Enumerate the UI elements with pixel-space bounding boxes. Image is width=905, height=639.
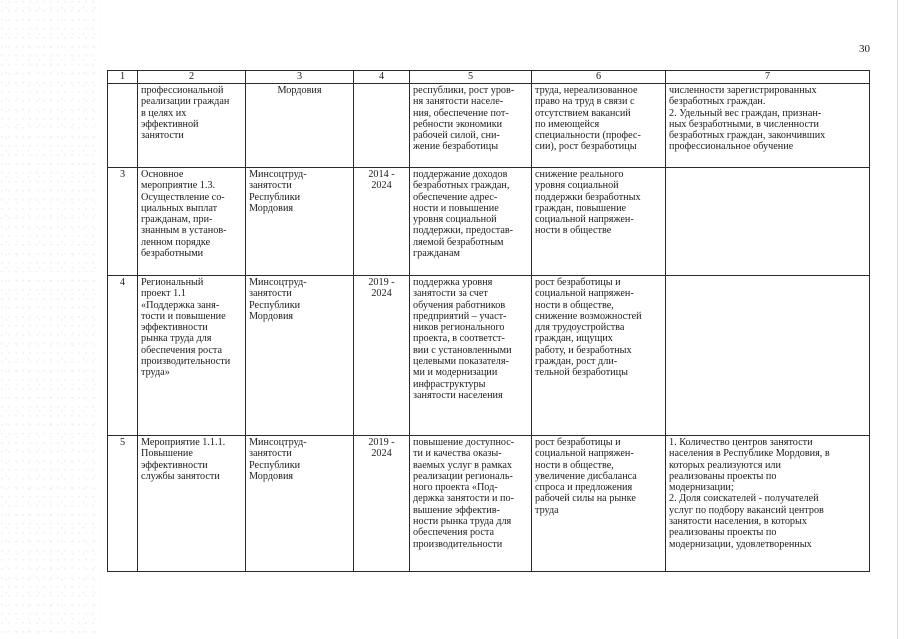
cell-text-line: эффективной — [141, 118, 199, 130]
cell-text-line: модернизации, удовлетворенных — [669, 538, 812, 550]
cell-text-line: ных безработными, в численности — [669, 118, 819, 130]
cell-text-line: право на труд в связи с — [535, 96, 635, 108]
table-row-continuation — [108, 84, 870, 168]
cell-text-line: ного проекта «Под- — [413, 482, 498, 494]
table-header-row — [108, 71, 870, 84]
cell-text-line: занятости населения — [413, 389, 503, 401]
cell-text-line: социальной напряжен- — [535, 288, 634, 300]
cell-text-line: реализации граждан — [141, 96, 230, 108]
cell-number — [108, 84, 138, 168]
cell-text-line: циальных выплат — [141, 202, 218, 214]
cell-text-line: которых реализуются или — [669, 459, 781, 471]
cell-text-line: знанным в установ- — [141, 225, 227, 237]
cell-text-line: численности зарегистрированных — [669, 85, 817, 96]
cell-text-line: поддержание доходов — [413, 169, 508, 180]
cell-text-line: «Поддержка заня- — [141, 299, 220, 311]
cell-expected-result — [410, 436, 532, 572]
scan-edge-line — [897, 0, 898, 639]
cell-activity — [138, 84, 246, 168]
cell-text-line: спроса и предложения — [535, 482, 633, 494]
table-row — [108, 276, 870, 436]
cell-text-line: увеличение дисбаланса — [535, 470, 637, 482]
cell-text-line: реализованы проекты по — [669, 527, 777, 539]
cell-consequences — [532, 276, 666, 436]
cell-text-line: безработных граждан, закончивших — [669, 130, 826, 142]
cell-text-line: обучения работников — [413, 299, 506, 311]
cell-period — [354, 436, 410, 572]
cell-text-line: тости и повышение — [141, 310, 226, 322]
cell-text-line: ности рынка труда для — [413, 516, 512, 528]
cell-text-line: Мордовия — [277, 85, 322, 96]
cell-text-line: безработных граждан, — [413, 180, 510, 192]
cell-text-line: обеспечения роста — [141, 344, 223, 356]
cell-text-line: производительности — [141, 356, 231, 368]
cell-indicators — [666, 84, 870, 168]
column-header: 6 — [532, 71, 666, 84]
cell-expected-result — [410, 168, 532, 276]
cell-number: 4 — [108, 276, 138, 436]
column-header: 2 — [138, 71, 246, 84]
cell-text-line: 2019 - — [368, 437, 395, 448]
table-row — [108, 168, 870, 276]
cell-text-line: службы занятости — [141, 470, 220, 482]
program-activities-table — [107, 70, 870, 572]
cell-text-line: занятости за счет — [413, 288, 488, 300]
cell-text-line: вии с установленными — [413, 344, 512, 356]
cell-text-line: 2. Доля соискателей - получателей — [669, 493, 819, 505]
cell-consequences — [532, 84, 666, 168]
cell-text-line: Повышение — [141, 448, 193, 460]
cell-text-line: мероприятие 1.3. — [141, 180, 216, 192]
cell-text-line: 2024 — [371, 448, 392, 460]
cell-text-line: 2019 - — [368, 277, 395, 288]
table-row — [108, 436, 870, 572]
cell-text-line: ности в обществе, — [535, 299, 614, 311]
column-header: 7 — [666, 71, 870, 84]
cell-text-line: 2024 — [371, 288, 392, 300]
cell-executor — [246, 276, 354, 436]
cell-text-line: социальной напряжен- — [535, 448, 634, 460]
cell-text-line: обеспечения роста — [413, 527, 495, 539]
cell-text-line: граждан, рост дли- — [535, 356, 618, 368]
column-header: 1 — [108, 71, 138, 84]
cell-text-line: ляемой безработным — [413, 236, 504, 248]
cell-text-line: инфраструктуры — [413, 378, 486, 390]
cell-text-line: рабочей силы на рынке — [535, 493, 636, 505]
cell-text-line: повышение доступнос- — [413, 437, 515, 448]
cell-period — [354, 84, 410, 168]
cell-text-line: ния, обеспечение пот- — [413, 107, 509, 119]
cell-text-line: Мордовия — [249, 470, 294, 482]
cell-text-line: Региональный — [141, 277, 204, 288]
cell-text-line: предприятий – участ- — [413, 310, 507, 322]
cell-text-line: Мордовия — [249, 310, 294, 322]
cell-text-line: Мордовия — [249, 202, 294, 214]
cell-text-line: производительности — [413, 538, 503, 550]
cell-text-line: ня занятости населе- — [413, 96, 504, 108]
cell-text-line: Республики — [249, 191, 301, 203]
cell-text-line: поддержки безработных — [535, 191, 641, 203]
cell-period — [354, 168, 410, 276]
cell-text-line: Минсоцтруд- — [249, 277, 307, 288]
cell-text-line: отсутствием вакансий — [535, 107, 631, 119]
column-header: 3 — [246, 71, 354, 84]
cell-text-line: проект 1.1 — [141, 288, 186, 300]
cell-executor — [246, 436, 354, 572]
cell-text-line: 2. Удельный вес граждан, признан- — [669, 107, 822, 119]
cell-text-line: гражданам — [413, 248, 460, 260]
cell-text-line: поддержки, предостав- — [413, 225, 514, 237]
cell-text-line: труда, нереализованное — [535, 85, 638, 96]
cell-text-line: целевыми показателя- — [413, 356, 509, 368]
cell-text-line: снижение реального — [535, 169, 624, 180]
cell-executor — [246, 84, 354, 168]
cell-text-line: поддержка уровня — [413, 277, 493, 288]
cell-text-line: тельной безработицы — [535, 367, 628, 379]
cell-text-line: рост безработицы и — [535, 277, 621, 288]
cell-text-line: реализованы проекты по — [669, 470, 777, 482]
cell-activity — [138, 276, 246, 436]
cell-text-line: ности и повышение — [413, 202, 499, 214]
cell-text-line: рабочей силой, сни- — [413, 130, 500, 142]
cell-text-line: эффективности — [141, 322, 208, 334]
cell-text-line: профессиональной — [141, 85, 224, 96]
cell-text-line: Минсоцтруд- — [249, 169, 307, 180]
cell-text-line: ми и модернизации — [413, 367, 498, 379]
cell-text-line: населения в Республике Мордовия, в — [669, 448, 830, 460]
cell-text-line: ти и качества оказы- — [413, 448, 502, 460]
cell-text-line: уровня социальной — [413, 214, 497, 226]
cell-expected-result — [410, 276, 532, 436]
cell-text-line: реализации региональ- — [413, 470, 513, 482]
page-number: 30 — [859, 43, 870, 55]
cell-text-line: занятости — [141, 130, 184, 142]
cell-text-line: граждан, ищущих — [535, 333, 613, 345]
cell-text-line: занятости — [249, 180, 292, 192]
cell-text-line: социальной напряжен- — [535, 214, 634, 226]
cell-text-line: 1. Количество центров занятости — [669, 437, 813, 448]
cell-text-line: Минсоцтруд- — [249, 437, 307, 448]
cell-text-line: по имеющейся — [535, 118, 600, 130]
cell-text-line: безработных граждан. — [669, 96, 766, 108]
scan-margin-noise — [0, 0, 100, 639]
cell-text-line: жение безработицы — [413, 141, 499, 153]
cell-text-line: безработными — [141, 248, 204, 260]
cell-text-line: ваемых услуг в рамках — [413, 459, 512, 471]
cell-text-line: 2014 - — [368, 169, 395, 180]
cell-text-line: занятости — [249, 448, 292, 460]
cell-text-line: Республики — [249, 459, 301, 471]
cell-text-line: граждан, повышение — [535, 202, 627, 214]
cell-text-line: рынка труда для — [141, 333, 212, 345]
cell-text-line: в целях их — [141, 107, 187, 119]
cell-text-line: сии), рост безработицы — [535, 141, 637, 153]
cell-text-line: ников регионального — [413, 322, 505, 334]
cell-text-line: ленном порядке — [141, 236, 211, 248]
cell-text-line: гражданам, при- — [141, 214, 213, 226]
column-header: 4 — [354, 71, 410, 84]
cell-text-line: занятости населения, в которых — [669, 516, 807, 528]
cell-text-line: работу, и безработных — [535, 344, 632, 356]
cell-text-line: Республики — [249, 299, 301, 311]
column-header: 5 — [410, 71, 532, 84]
cell-text-line: специальности (профес- — [535, 130, 641, 142]
cell-text-line: профессиональное обучение — [669, 141, 794, 153]
cell-consequences — [532, 168, 666, 276]
cell-text-line: 2024 — [371, 180, 392, 192]
cell-text-line: проекта, в соответст- — [413, 333, 505, 345]
cell-number: 3 — [108, 168, 138, 276]
cell-indicators — [666, 168, 870, 276]
cell-period — [354, 276, 410, 436]
cell-executor — [246, 168, 354, 276]
cell-number: 5 — [108, 436, 138, 572]
cell-indicators — [666, 276, 870, 436]
cell-text-line: снижение возможностей — [535, 310, 642, 322]
cell-text-line: труда» — [141, 367, 170, 379]
cell-text-line: ребности экономики — [413, 118, 503, 130]
cell-text-line: Мероприятие 1.1.1. — [141, 437, 226, 448]
cell-expected-result — [410, 84, 532, 168]
cell-text-line: вышение эффектив- — [413, 504, 500, 516]
cell-text-line: Осуществление со- — [141, 191, 225, 203]
cell-text-line: рост безработицы и — [535, 437, 621, 448]
cell-text-line: держка занятости и по- — [413, 493, 514, 505]
cell-text-line: эффективности — [141, 459, 208, 471]
cell-consequences — [532, 436, 666, 572]
cell-text-line: Основное — [141, 169, 184, 180]
cell-indicators — [666, 436, 870, 572]
cell-text-line: труда — [535, 504, 559, 516]
cell-text-line: обеспечение адрес- — [413, 191, 498, 203]
cell-text-line: республики, рост уров- — [413, 85, 515, 96]
cell-text-line: модернизации; — [669, 482, 734, 494]
cell-activity — [138, 436, 246, 572]
cell-text-line: уровня социальной — [535, 180, 619, 192]
cell-text-line: ности в обществе — [535, 225, 612, 237]
cell-activity — [138, 168, 246, 276]
cell-text-line: ности в обществе, — [535, 459, 614, 471]
cell-text-line: занятости — [249, 288, 292, 300]
cell-text-line: услуг по подбору вакансий центров — [669, 504, 824, 516]
cell-text-line: для трудоустройства — [535, 322, 625, 334]
